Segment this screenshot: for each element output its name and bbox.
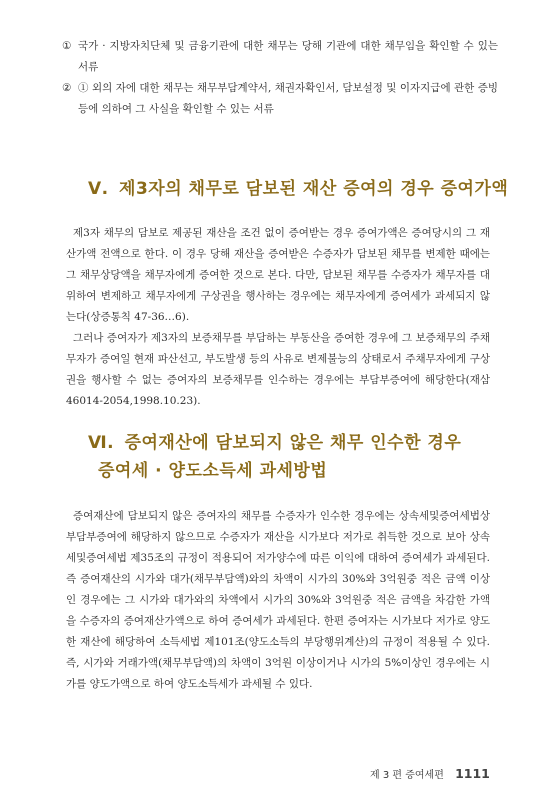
section-6-heading (88, 428, 461, 453)
footer-section: 증여세편 (405, 770, 444, 781)
paragraph: 제3자 채무의 담보로 제공된 재산을 조건 없이 증여받는 경우 증여가액은 증여당시의 그 재산가액 전액으로 한다. 이 경우 당해 재산을 증여받은 수증자가 담보된 채무를 변제한 때에는 그 채무상당액을 채무자에게 증여한 것으로 본다. 다만, 담보된 채무를 수증자가 채무자를 대위하여 변제하고 채무자에게 구상권을 행사하는 경우에는 채무자에게 증여세가 과세되지 않는다(상증통칙 47-36…6). (66, 227, 490, 323)
section-6-heading-line2 (98, 456, 327, 481)
section-5-title: 제3자의 채무로 담보된 재산 증여의 경우 증여가액 (119, 179, 509, 199)
list-item-text: ① 외의 자에 대한 채무는 채무부담계약서, 채권자확인서, 담보설정 및 이자지급에 관한 증빙 등에 의하여 그 사실을 확인할 수 있는 서류 (78, 82, 498, 115)
list-item-text: 국가 · 지방자치단체 및 금융기관에 대한 채무는 당해 기관에 대한 채무임을 확인할 수 있는 서류 (78, 40, 498, 73)
section-5-numeral: Ⅴ. (88, 179, 109, 199)
section-6-title-line2: 증여세 · 양도소득세 과세방법 (98, 461, 328, 481)
footer-part: 제 3 편 (370, 770, 403, 781)
section-5-body (66, 223, 490, 412)
section-6-numeral: Ⅵ. (88, 433, 115, 453)
list-item (62, 36, 498, 78)
list-item (62, 78, 498, 120)
list-item-number: ① (62, 40, 72, 52)
paragraph: 증여재산에 담보되지 않은 증여자의 채무를 수증자가 인수한 경우에는 상속세및증여세법상 부담부증여에 해당하지 않으므로 수증자가 재산을 시가보다 저가로 취득한 것으로 보아 상속세및증여세법 제35조의 규정이 적용되어 저가양수에 따른 이익에 대하여 증여세가 과세된다. 즉 증여재산의 시가와 대가(채무부담액)와의 차액이 시가의 30%와 3억원중 적은 금액 이상인 경우에는 그 시가와 대가와의 차액에서 시가의 30%와 3억원중 적은 금액을 차감한 가액을 수증자의 증여재산가액으로 하여 증여세가 과세된다. 한편 증여자는 시가보다 저가로 양도한 재산에 해당하여 소득세법 제101조(양도소득의 부당행위계산)의 규정이 적용될 수 있다. 즉, 시가와 거래가액(채무부담액)의 차액이 3억원 이상이거나 시가의 5%이상인 경우에는 시가를 양도가액으로 하여 양도소득세가 과세될 수 있다. (66, 510, 490, 690)
section-6-body (66, 506, 490, 695)
section-6-title-line1: 증여재산에 담보되지 않은 채무 인수한 경우 (124, 433, 462, 453)
paragraph: 그러나 증여자가 제3자의 보증채무를 부담하는 부동산을 증여한 경우에 그 보증채무의 주채무자가 증여일 현재 파산선고, 부도발생 등의 사유로 변제불능의 상태로서 주채무자에게 구상권을 행사할 수 없는 증여자의 보증채무를 인수하는 경우에는 부담부증여에 해당한다(재삼46014-2054,1998.10.23). (66, 332, 490, 407)
list-item-number: ② (62, 82, 72, 94)
page-number: 1111 (455, 766, 490, 781)
page-footer (370, 766, 490, 781)
section-5-heading (88, 174, 508, 199)
evidence-list (62, 36, 498, 120)
